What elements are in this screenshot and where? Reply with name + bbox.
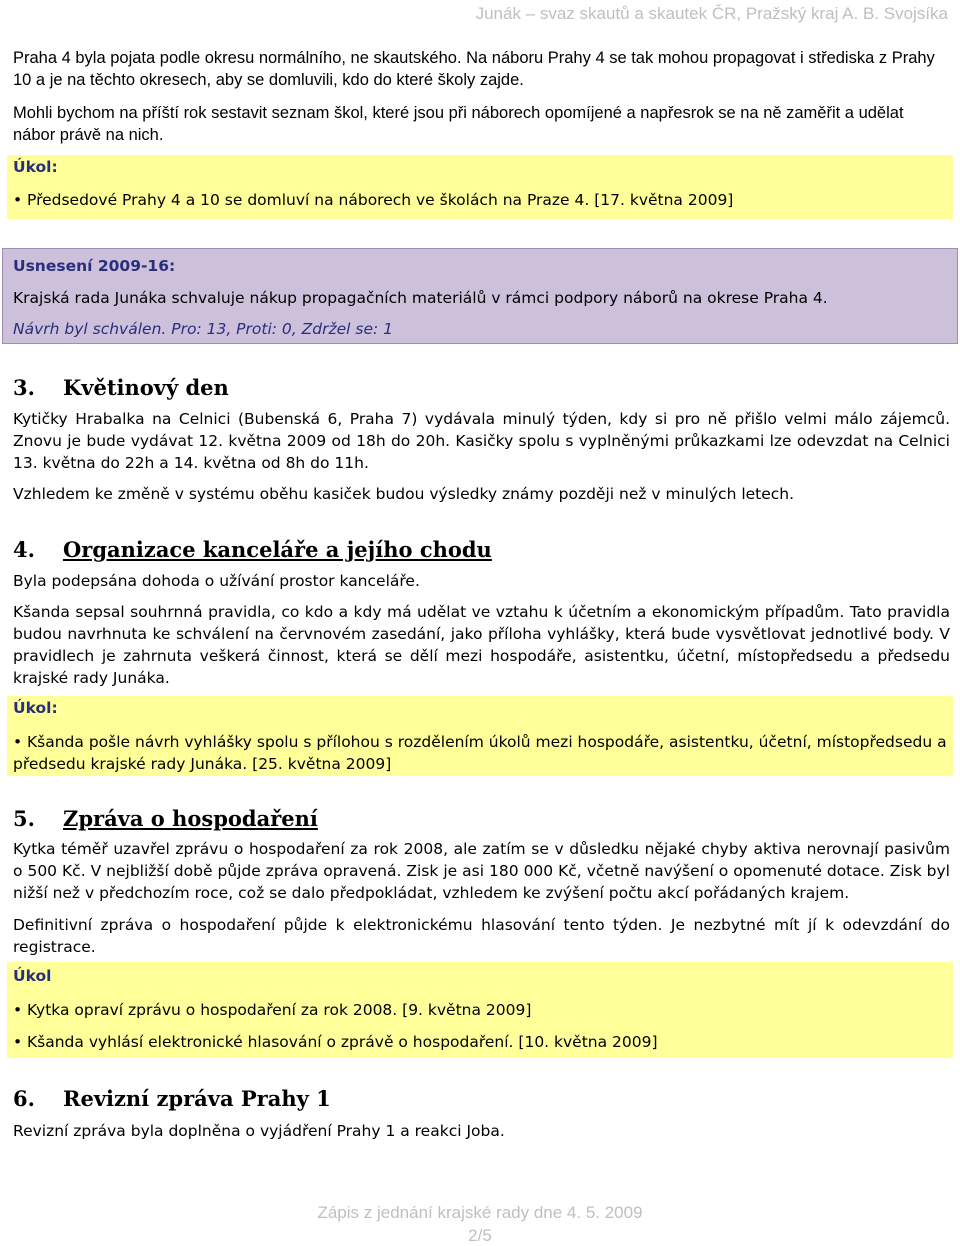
page-number: 2/5 bbox=[468, 1226, 492, 1245]
task-item bbox=[13, 1031, 949, 1053]
task-item bbox=[13, 731, 949, 775]
section-4-paragraph-1: Byla podepsána dohoda o užívání prostor kanceláře. bbox=[13, 572, 420, 590]
section-title: Zpráva o hospodaření bbox=[63, 806, 318, 831]
task-item-text: Předsedové Prahy 4 a 10 se domluví na náborech ve školách na Praze 4. [17. května 2009] bbox=[27, 191, 734, 209]
bullet-icon: • bbox=[13, 1001, 23, 1019]
task-item-text: Kytka opraví zprávu o hospodaření za rok 2008. [9. května 2009] bbox=[27, 1001, 532, 1019]
section-4-paragraph-2: Kšanda sepsal souhrnná pravidla, co kdo a kdy má udělat ve vztahu k účetním a ekonomickým případům. Tato pravidla budou navrhnuta ke schválení na červnovém zasedání, jako příloha vyhlášky, která bude vysvětlovat jednotlivé body. V pravidlech je zahrnuta veškerá činnost, která se dělí mezi hospodáře, asistentku, účetní, místopředsedu a předsedu krajské rady Junáka. bbox=[13, 603, 950, 687]
section-title: Organizace kanceláře a jejího chodu bbox=[63, 537, 492, 562]
running-header: Junák – svaz skautů a skautek ČR, Pražský kraj A. B. Svojsíka bbox=[475, 4, 948, 23]
section-number: 5. bbox=[13, 806, 35, 831]
intro-paragraph-2: Mohli bychom na příští rok sestavit seznam škol, které jsou při náborech opomíjené a napřesrok se na ně zaměřit a udělat nábor právě na nich. bbox=[13, 104, 904, 144]
resolution-vote: Návrh byl schválen. Pro: 13, Proti: 0, Zdržel se: 1 bbox=[13, 320, 393, 338]
task-label: Úkol bbox=[13, 967, 52, 985]
section-number: 3. bbox=[13, 375, 35, 400]
section-title: Květinový den bbox=[63, 375, 229, 400]
section-5-heading bbox=[13, 806, 318, 831]
footer-title: Zápis z jednání krajské rady dne 4. 5. 2009 bbox=[317, 1203, 643, 1222]
bullet-icon: • bbox=[13, 191, 23, 209]
task-label: Úkol: bbox=[13, 699, 58, 717]
section-3-paragraph-2: Vzhledem ke změně v systému oběhu kasiček budou výsledky známy později než v minulých letech. bbox=[13, 485, 795, 503]
section-5-paragraph-1: Kytka téměř uzavřel zprávu o hospodaření za rok 2008, ale zatím se v důsledku nějaké chyby aktiva nerovnají pasivům o 500 Kč. V nejbližší době půjde zpráva opravená. Zisk je asi 180 000 Kč, včetně navýšení o opomenuté dotace. Zisk byl nižší než v předchozím roce, což se dalo předpokládat, vzhledem ke zvýšení počtu akcí pořádaných krajem. bbox=[13, 840, 950, 902]
task-item-text: Kšanda vyhlásí elektronické hlasování o zprávě o hospodaření. [10. května 2009] bbox=[27, 1033, 658, 1051]
bullet-icon: • bbox=[13, 1033, 23, 1051]
task-item bbox=[13, 999, 949, 1021]
section-number: 6. bbox=[13, 1086, 35, 1111]
bullet-icon: • bbox=[13, 733, 23, 751]
section-5-paragraph-2: Definitivní zpráva o hospodaření půjde k elektronickému hlasování tento týden. Je nezbytné mít jí k odevzdání do registrace. bbox=[13, 916, 950, 956]
task-item-text: Kšanda pošle návrh vyhlášky spolu s přílohou s rozdělením úkolů mezi hospodáře, asistentku, účetní, místopředsedu a předsedu krajské rady Junáka. [25. května 2009] bbox=[13, 733, 947, 773]
section-title: Revizní zpráva Prahy 1 bbox=[63, 1086, 331, 1111]
task-label: Úkol: bbox=[13, 158, 58, 176]
section-number: 4. bbox=[13, 537, 35, 562]
section-6-paragraph-1: Revizní zpráva byla doplněna o vyjádření Prahy 1 a reakci Joba. bbox=[13, 1122, 505, 1140]
task-item bbox=[13, 189, 949, 211]
resolution-label: Usnesení 2009-16: bbox=[13, 257, 176, 275]
section-3-heading bbox=[13, 375, 229, 400]
intro-paragraph-1: Praha 4 byla pojata podle okresu normálního, ne skautského. Na náboru Prahy 4 se tak mohou propagovat i střediska z Prahy 10 a je na těchto okresech, aby se domluvili, kdo do které školy zajde. bbox=[13, 49, 935, 89]
resolution-text: Krajská rada Junáka schvaluje nákup propagačních materiálů v rámci podpory náborů na okrese Praha 4. bbox=[13, 289, 828, 307]
section-3-paragraph-1: Kytičky Hrabalka na Celnici (Bubenská 6, Praha 7) vydávala minulý týden, kdy si pro ně přišlo velmi málo zájemců. Znovu je bude vydávat 12. května 2009 od 18h do 20h. Kasičky spolu s vyplněnými průkazkami lze odevzdat na Celnici 13. května do 22h a 14. května od 8h do 11h. bbox=[13, 410, 950, 472]
section-6-heading bbox=[13, 1086, 331, 1111]
section-4-heading bbox=[13, 537, 492, 562]
